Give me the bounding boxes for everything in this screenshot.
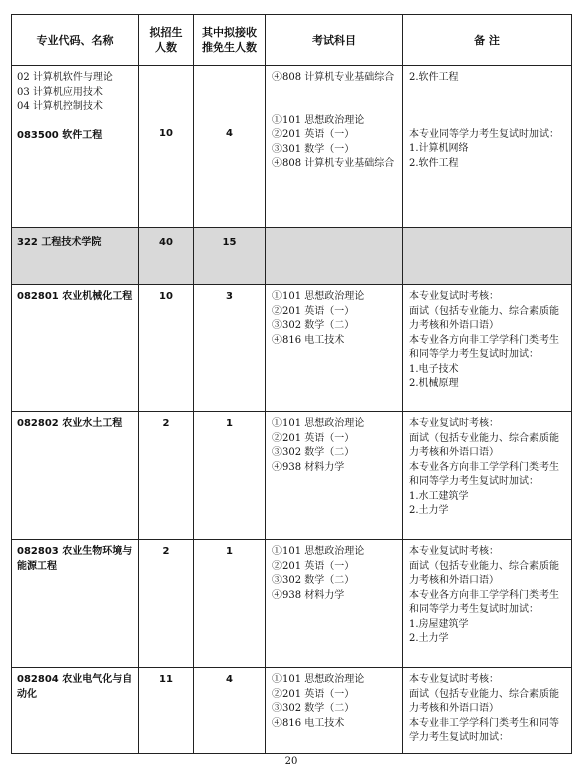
subjects-cell	[266, 540, 403, 668]
notes-cell	[403, 412, 572, 540]
enroll-count: 2	[162, 418, 170, 429]
major-code-name: 082801 农业机械化工程	[17, 291, 133, 302]
major-cell	[12, 66, 139, 228]
exam-subject: ③302 数学（二）	[272, 575, 355, 586]
major-direction: 02 计算机软件与理论	[17, 72, 113, 83]
recommend-count: 1	[226, 546, 233, 557]
table-row	[12, 540, 572, 668]
note-line: 本专业复试时考核：	[409, 546, 499, 557]
note-line: 2.机械原理	[409, 378, 459, 389]
enroll-cell	[139, 285, 194, 412]
enroll-count: 10	[159, 128, 173, 139]
exam-subject: ④808 计算机专业基础综合	[272, 158, 395, 169]
major-code-name: 082802 农业水土工程	[17, 418, 123, 429]
college-name-cell	[12, 228, 139, 285]
header-enroll-count: 拟招生 人数	[139, 15, 194, 66]
major-code-name: 082803 农业生物环境与能源工程	[17, 546, 133, 572]
subjects-cell	[266, 668, 403, 754]
note-line: 1.房屋建筑学	[409, 618, 469, 630]
recommend-cell	[194, 540, 266, 668]
exam-subject: ④808 计算机专业基础综合	[272, 72, 395, 83]
admissions-table	[11, 14, 572, 754]
recommend-cell	[194, 285, 266, 412]
college-name: 322 工程技术学院	[17, 237, 102, 248]
note-line: 2.土力学	[409, 633, 449, 644]
exam-subject: ②201 英语（一）	[272, 129, 355, 140]
exam-subject: ③301 数学（一）	[272, 143, 355, 155]
note-line: 2.软件工程	[409, 157, 459, 169]
college-recommend-cell	[194, 228, 266, 285]
major-direction: 03 计算机应用技术	[17, 86, 103, 98]
major-cell	[12, 285, 139, 412]
note-line: 1.水工建筑学	[409, 490, 469, 502]
enroll-count: 2	[162, 546, 170, 557]
note-line: 面试（包括专业能力、综合素质能力考核和外语口语）	[409, 305, 559, 331]
exam-subject: ①101 思想政治理论	[272, 291, 365, 302]
exam-subject: ④816 电工技术	[272, 717, 345, 729]
enroll-cell	[139, 412, 194, 540]
table-row	[12, 412, 572, 540]
table-row	[12, 668, 572, 754]
major-code-name: 082804 农业电气化与自动化	[17, 674, 133, 700]
subjects-cell	[266, 285, 403, 412]
major-cell	[12, 668, 139, 754]
exam-subject: ④938 材料力学	[272, 461, 345, 473]
recommend-count: 1	[226, 418, 233, 429]
recommend-count: 3	[226, 291, 233, 302]
notes-cell	[403, 285, 572, 412]
header-major-code: 专业代码、名称	[12, 15, 139, 66]
exam-subject: ①101 思想政治理论	[272, 418, 365, 429]
note-line: 本专业复试时考核：	[409, 418, 499, 429]
subjects-cell	[266, 66, 403, 228]
exam-subject: ④938 材料力学	[272, 589, 345, 601]
note-line: 面试（包括专业能力、综合素质能力考核和外语口语）	[409, 432, 559, 458]
college-enroll-count: 40	[159, 237, 173, 248]
exam-subject: ②201 英语（一）	[272, 305, 355, 317]
note-line: 本专业各方向非工学学科门类考生和同等学力考生复试时加试：	[409, 334, 559, 360]
enroll-cell	[139, 540, 194, 668]
note-line: 面试（包括专业能力、综合素质能力考核和外语口语）	[409, 688, 559, 714]
note-line: 本专业复试时考核：	[409, 674, 499, 685]
college-recommend-count: 15	[222, 237, 237, 248]
college-enroll-cell	[139, 228, 194, 285]
notes-cell	[403, 668, 572, 754]
note-line: 2.土力学	[409, 505, 449, 516]
college-notes-cell	[403, 228, 572, 285]
enroll-count: 11	[159, 674, 173, 685]
exam-subject: ①101 思想政治理论	[272, 114, 365, 126]
header-recommend-count: 其中拟接收 推免生人数	[194, 15, 266, 66]
note-line: 本专业各方向非工学学科门类考生和同等学力考生复试时加试：	[409, 589, 559, 615]
recommend-cell	[194, 668, 266, 754]
enroll-cell	[139, 668, 194, 754]
notes-cell	[403, 66, 572, 228]
note-line: 1.计算机网络	[409, 143, 469, 154]
major-code-name: 083500 软件工程	[17, 129, 103, 141]
notes-cell	[403, 540, 572, 668]
recommend-count: 4	[226, 674, 233, 685]
exam-subject: ③302 数学（二）	[272, 447, 355, 458]
table-row	[12, 66, 572, 228]
note-line: 本专业各方向非工学学科门类考生和同等学力考生复试时加试：	[409, 461, 559, 487]
table-header-row	[12, 15, 572, 66]
exam-subject: ②201 英语（一）	[272, 560, 355, 572]
note-line: 1.电子技术	[409, 363, 459, 375]
exam-subject: ①101 思想政治理论	[272, 546, 365, 557]
exam-subject: ②201 英语（一）	[272, 688, 355, 700]
exam-subject: ④816 电工技术	[272, 334, 345, 346]
major-cell	[12, 540, 139, 668]
enroll-cell	[139, 66, 194, 228]
note-line: 本专业复试时考核：	[409, 291, 499, 302]
exam-subject: ③302 数学（二）	[272, 320, 355, 331]
college-row	[12, 228, 572, 285]
major-direction: 04 计算机控制技术	[17, 101, 103, 112]
table-row	[12, 285, 572, 412]
major-cell	[12, 412, 139, 540]
recommend-cell	[194, 412, 266, 540]
enroll-count: 10	[159, 291, 173, 302]
note-line: 本专业非工学学科门类考生和同等学力考生复试时加试：	[409, 717, 559, 743]
page-number: 20	[284, 756, 298, 767]
college-subjects-cell	[266, 228, 403, 285]
header-notes: 备 注	[403, 15, 572, 66]
note-line: 本专业同等学力考生复试时加试：	[409, 128, 559, 140]
exam-subject: ②201 英语（一）	[272, 432, 355, 444]
note-line: 面试（包括专业能力、综合素质能力考核和外语口语）	[409, 560, 559, 586]
subjects-cell	[266, 412, 403, 540]
recommend-cell	[194, 66, 266, 228]
note-line: 2.软件工程	[409, 72, 459, 83]
header-exam-subjects: 考试科目	[266, 15, 403, 66]
exam-subject: ③302 数学（二）	[272, 703, 355, 714]
recommend-count: 4	[226, 128, 233, 139]
exam-subject: ①101 思想政治理论	[272, 674, 365, 685]
